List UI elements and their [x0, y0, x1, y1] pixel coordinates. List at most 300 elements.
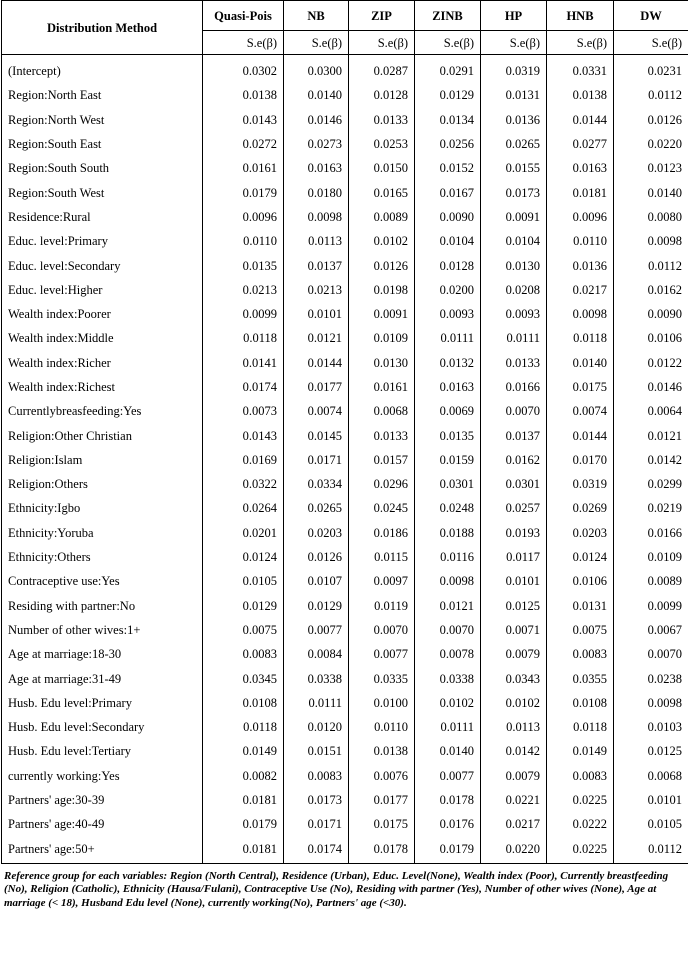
cell-value: 0.0220	[614, 132, 688, 156]
table-row	[2, 691, 688, 715]
cell-value: 0.0113	[481, 715, 547, 739]
table-row	[2, 108, 688, 132]
table-row	[2, 521, 688, 545]
cell-value: 0.0132	[415, 351, 481, 375]
table-row	[2, 132, 688, 156]
cell-value: 0.0201	[203, 521, 284, 545]
cell-value: 0.0091	[481, 205, 547, 229]
table-row	[2, 472, 688, 496]
cell-value: 0.0179	[203, 812, 284, 836]
header-nb: NB	[284, 1, 349, 31]
cell-value: 0.0111	[481, 326, 547, 350]
table-row	[2, 666, 688, 690]
cell-value: 0.0177	[349, 788, 415, 812]
cell-value: 0.0143	[203, 108, 284, 132]
cell-value: 0.0238	[614, 666, 688, 690]
cell-value: 0.0200	[415, 278, 481, 302]
header-row	[2, 1, 688, 31]
row-label: Husb. Edu level:Tertiary	[2, 739, 203, 763]
table-row	[2, 351, 688, 375]
cell-value: 0.0338	[284, 666, 349, 690]
cell-value: 0.0075	[547, 618, 614, 642]
cell-value: 0.0097	[349, 569, 415, 593]
cell-value: 0.0186	[349, 521, 415, 545]
cell-value: 0.0248	[415, 496, 481, 520]
cell-value: 0.0245	[349, 496, 415, 520]
cell-value: 0.0155	[481, 156, 547, 180]
cell-value: 0.0112	[614, 837, 688, 864]
cell-value: 0.0166	[614, 521, 688, 545]
cell-value: 0.0140	[614, 180, 688, 204]
cell-value: 0.0291	[415, 55, 481, 84]
cell-value: 0.0171	[284, 448, 349, 472]
cell-value: 0.0067	[614, 618, 688, 642]
cell-value: 0.0299	[614, 472, 688, 496]
cell-value: 0.0080	[614, 205, 688, 229]
cell-value: 0.0099	[203, 302, 284, 326]
cell-value: 0.0178	[415, 788, 481, 812]
row-label: Region:North West	[2, 108, 203, 132]
row-label: Region:South South	[2, 156, 203, 180]
cell-value: 0.0090	[415, 205, 481, 229]
cell-value: 0.0301	[415, 472, 481, 496]
cell-value: 0.0098	[284, 205, 349, 229]
cell-value: 0.0133	[481, 351, 547, 375]
cell-value: 0.0064	[614, 399, 688, 423]
row-label: Ethnicity:Igbo	[2, 496, 203, 520]
cell-value: 0.0169	[203, 448, 284, 472]
table-row	[2, 229, 688, 253]
cell-value: 0.0090	[614, 302, 688, 326]
cell-value: 0.0135	[415, 423, 481, 447]
subheader-se: S.e(β)	[284, 31, 349, 55]
table-row	[2, 423, 688, 447]
row-label: Region:South West	[2, 180, 203, 204]
cell-value: 0.0171	[284, 812, 349, 836]
cell-value: 0.0335	[349, 666, 415, 690]
cell-value: 0.0124	[547, 545, 614, 569]
cell-value: 0.0174	[284, 837, 349, 864]
cell-value: 0.0102	[349, 229, 415, 253]
table-row	[2, 837, 688, 864]
row-label: Educ. level:Primary	[2, 229, 203, 253]
cell-value: 0.0101	[284, 302, 349, 326]
cell-value: 0.0110	[203, 229, 284, 253]
cell-value: 0.0069	[415, 399, 481, 423]
cell-value: 0.0179	[203, 180, 284, 204]
cell-value: 0.0101	[614, 788, 688, 812]
table-row	[2, 569, 688, 593]
cell-value: 0.0142	[614, 448, 688, 472]
cell-value: 0.0070	[415, 618, 481, 642]
table-row	[2, 55, 688, 84]
table-row	[2, 764, 688, 788]
table-row	[2, 739, 688, 763]
cell-value: 0.0070	[614, 642, 688, 666]
cell-value: 0.0110	[349, 715, 415, 739]
cell-value: 0.0089	[614, 569, 688, 593]
cell-value: 0.0070	[481, 399, 547, 423]
cell-value: 0.0118	[203, 715, 284, 739]
cell-value: 0.0343	[481, 666, 547, 690]
cell-value: 0.0173	[481, 180, 547, 204]
table-row	[2, 545, 688, 569]
cell-value: 0.0166	[481, 375, 547, 399]
table-row	[2, 812, 688, 836]
subheader-se: S.e(β)	[547, 31, 614, 55]
header-dw: DW	[614, 1, 688, 31]
cell-value: 0.0117	[481, 545, 547, 569]
cell-value: 0.0181	[203, 837, 284, 864]
cell-value: 0.0125	[481, 594, 547, 618]
cell-value: 0.0105	[614, 812, 688, 836]
cell-value: 0.0083	[547, 642, 614, 666]
cell-value: 0.0073	[203, 399, 284, 423]
cell-value: 0.0331	[547, 55, 614, 84]
cell-value: 0.0257	[481, 496, 547, 520]
row-label: Husb. Edu level:Secondary	[2, 715, 203, 739]
cell-value: 0.0119	[349, 594, 415, 618]
cell-value: 0.0083	[547, 764, 614, 788]
cell-value: 0.0079	[481, 642, 547, 666]
cell-value: 0.0355	[547, 666, 614, 690]
cell-value: 0.0130	[481, 253, 547, 277]
cell-value: 0.0105	[203, 569, 284, 593]
table-row	[2, 642, 688, 666]
cell-value: 0.0137	[284, 253, 349, 277]
cell-value: 0.0203	[547, 521, 614, 545]
cell-value: 0.0162	[614, 278, 688, 302]
cell-value: 0.0142	[481, 739, 547, 763]
cell-value: 0.0188	[415, 521, 481, 545]
row-label: Age at marriage:31-49	[2, 666, 203, 690]
cell-value: 0.0098	[614, 691, 688, 715]
cell-value: 0.0146	[284, 108, 349, 132]
cell-value: 0.0146	[614, 375, 688, 399]
header-distribution-method: Distribution Method	[2, 1, 203, 55]
row-label: Wealth index:Richest	[2, 375, 203, 399]
row-label: Wealth index:Poorer	[2, 302, 203, 326]
row-label: Partners' age:30-39	[2, 788, 203, 812]
cell-value: 0.0150	[349, 156, 415, 180]
row-label: Residence:Rural	[2, 205, 203, 229]
cell-value: 0.0265	[481, 132, 547, 156]
header-hnb: HNB	[547, 1, 614, 31]
cell-value: 0.0217	[547, 278, 614, 302]
table-row	[2, 375, 688, 399]
cell-value: 0.0075	[203, 618, 284, 642]
subheader-se: S.e(β)	[203, 31, 284, 55]
cell-value: 0.0141	[203, 351, 284, 375]
cell-value: 0.0100	[349, 691, 415, 715]
cell-value: 0.0145	[284, 423, 349, 447]
cell-value: 0.0173	[284, 788, 349, 812]
row-label: Religion:Others	[2, 472, 203, 496]
cell-value: 0.0133	[349, 423, 415, 447]
cell-value: 0.0300	[284, 55, 349, 84]
cell-value: 0.0220	[481, 837, 547, 864]
cell-value: 0.0121	[284, 326, 349, 350]
cell-value: 0.0301	[481, 472, 547, 496]
row-label: Age at marriage:18-30	[2, 642, 203, 666]
cell-value: 0.0256	[415, 132, 481, 156]
cell-value: 0.0137	[481, 423, 547, 447]
cell-value: 0.0319	[481, 55, 547, 84]
cell-value: 0.0101	[481, 569, 547, 593]
cell-value: 0.0096	[203, 205, 284, 229]
row-label: Wealth index:Richer	[2, 351, 203, 375]
cell-value: 0.0213	[284, 278, 349, 302]
cell-value: 0.0123	[614, 156, 688, 180]
cell-value: 0.0143	[203, 423, 284, 447]
row-label: Currentlybreasfeeding:Yes	[2, 399, 203, 423]
cell-value: 0.0264	[203, 496, 284, 520]
cell-value: 0.0225	[547, 837, 614, 864]
cell-value: 0.0144	[547, 423, 614, 447]
cell-value: 0.0181	[203, 788, 284, 812]
cell-value: 0.0129	[284, 594, 349, 618]
cell-value: 0.0131	[481, 83, 547, 107]
row-label: Number of other wives:1+	[2, 618, 203, 642]
table-row	[2, 156, 688, 180]
cell-value: 0.0163	[415, 375, 481, 399]
reference-group-note: Reference group for each variables: Region (North Central), Residence (Urban), Educ. Level(None), Wealth index (Poor), Currently breastfeeding (No), Religion (Catholic), Ethnicity (Hausa/Fulani), Contraceptive Use (No), Residing with partner (Yes), Number of other wives (None), Age at marriage (< 18), Husband Edu level (None), currently working(No), Partners' age (<30).	[4, 869, 669, 909]
cell-value: 0.0151	[284, 739, 349, 763]
table-row	[2, 496, 688, 520]
cell-value: 0.0152	[415, 156, 481, 180]
standard-error-table	[1, 0, 688, 864]
table-row	[2, 253, 688, 277]
cell-value: 0.0167	[415, 180, 481, 204]
cell-value: 0.0302	[203, 55, 284, 84]
cell-value: 0.0125	[614, 739, 688, 763]
table-row	[2, 302, 688, 326]
cell-value: 0.0203	[284, 521, 349, 545]
cell-value: 0.0213	[203, 278, 284, 302]
cell-value: 0.0208	[481, 278, 547, 302]
cell-value: 0.0140	[284, 83, 349, 107]
table-row	[2, 180, 688, 204]
cell-value: 0.0135	[203, 253, 284, 277]
row-label: Religion:Other Christian	[2, 423, 203, 447]
cell-value: 0.0136	[547, 253, 614, 277]
row-label: Partners' age:40-49	[2, 812, 203, 836]
cell-value: 0.0102	[481, 691, 547, 715]
header-quasi-pois: Quasi-Pois	[203, 1, 284, 31]
cell-value: 0.0319	[547, 472, 614, 496]
cell-value: 0.0161	[349, 375, 415, 399]
cell-value: 0.0170	[547, 448, 614, 472]
cell-value: 0.0277	[547, 132, 614, 156]
table-row	[2, 788, 688, 812]
cell-value: 0.0121	[415, 594, 481, 618]
cell-value: 0.0130	[349, 351, 415, 375]
cell-value: 0.0273	[284, 132, 349, 156]
cell-value: 0.0296	[349, 472, 415, 496]
cell-value: 0.0068	[614, 764, 688, 788]
subheader-se: S.e(β)	[481, 31, 547, 55]
cell-value: 0.0108	[547, 691, 614, 715]
cell-value: 0.0165	[349, 180, 415, 204]
cell-value: 0.0079	[481, 764, 547, 788]
cell-value: 0.0076	[349, 764, 415, 788]
cell-value: 0.0074	[284, 399, 349, 423]
table-row	[2, 594, 688, 618]
cell-value: 0.0084	[284, 642, 349, 666]
cell-value: 0.0138	[349, 739, 415, 763]
row-label: Ethnicity:Others	[2, 545, 203, 569]
row-label: Educ. level:Higher	[2, 278, 203, 302]
cell-value: 0.0109	[614, 545, 688, 569]
cell-value: 0.0118	[547, 326, 614, 350]
cell-value: 0.0193	[481, 521, 547, 545]
row-label: Contraceptive use:Yes	[2, 569, 203, 593]
cell-value: 0.0175	[547, 375, 614, 399]
table-body	[2, 55, 688, 864]
cell-value: 0.0163	[547, 156, 614, 180]
row-label: Husb. Edu level:Primary	[2, 691, 203, 715]
cell-value: 0.0091	[349, 302, 415, 326]
cell-value: 0.0118	[203, 326, 284, 350]
cell-value: 0.0133	[349, 108, 415, 132]
cell-value: 0.0272	[203, 132, 284, 156]
row-label: Partners' age:50+	[2, 837, 203, 864]
cell-value: 0.0338	[415, 666, 481, 690]
subheader-se: S.e(β)	[614, 31, 688, 55]
cell-value: 0.0175	[349, 812, 415, 836]
cell-value: 0.0217	[481, 812, 547, 836]
cell-value: 0.0174	[203, 375, 284, 399]
row-label: Region:South East	[2, 132, 203, 156]
cell-value: 0.0178	[349, 837, 415, 864]
cell-value: 0.0265	[284, 496, 349, 520]
table-row	[2, 326, 688, 350]
cell-value: 0.0128	[415, 253, 481, 277]
row-label: currently working:Yes	[2, 764, 203, 788]
cell-value: 0.0070	[349, 618, 415, 642]
row-label: (Intercept)	[2, 55, 203, 84]
cell-value: 0.0083	[203, 642, 284, 666]
header-zip: ZIP	[349, 1, 415, 31]
cell-value: 0.0093	[481, 302, 547, 326]
cell-value: 0.0077	[284, 618, 349, 642]
table-row	[2, 715, 688, 739]
cell-value: 0.0112	[614, 253, 688, 277]
row-label: Region:North East	[2, 83, 203, 107]
cell-value: 0.0109	[349, 326, 415, 350]
cell-value: 0.0222	[547, 812, 614, 836]
cell-value: 0.0098	[547, 302, 614, 326]
cell-value: 0.0219	[614, 496, 688, 520]
cell-value: 0.0198	[349, 278, 415, 302]
cell-value: 0.0161	[203, 156, 284, 180]
table-row	[2, 448, 688, 472]
cell-value: 0.0111	[415, 326, 481, 350]
cell-value: 0.0159	[415, 448, 481, 472]
subheader-se: S.e(β)	[415, 31, 481, 55]
subheader-se: S.e(β)	[349, 31, 415, 55]
cell-value: 0.0103	[614, 715, 688, 739]
cell-value: 0.0113	[284, 229, 349, 253]
cell-value: 0.0134	[415, 108, 481, 132]
cell-value: 0.0149	[547, 739, 614, 763]
cell-value: 0.0089	[349, 205, 415, 229]
cell-value: 0.0112	[614, 83, 688, 107]
cell-value: 0.0162	[481, 448, 547, 472]
cell-value: 0.0099	[614, 594, 688, 618]
cell-value: 0.0111	[284, 691, 349, 715]
cell-value: 0.0140	[415, 739, 481, 763]
cell-value: 0.0334	[284, 472, 349, 496]
cell-value: 0.0111	[415, 715, 481, 739]
cell-value: 0.0221	[481, 788, 547, 812]
cell-value: 0.0068	[349, 399, 415, 423]
cell-value: 0.0129	[203, 594, 284, 618]
table-row	[2, 83, 688, 107]
row-label: Residing with partner:No	[2, 594, 203, 618]
cell-value: 0.0179	[415, 837, 481, 864]
cell-value: 0.0078	[415, 642, 481, 666]
cell-value: 0.0163	[284, 156, 349, 180]
cell-value: 0.0108	[203, 691, 284, 715]
row-label: Ethnicity:Yoruba	[2, 521, 203, 545]
cell-value: 0.0157	[349, 448, 415, 472]
cell-value: 0.0177	[284, 375, 349, 399]
table-row	[2, 399, 688, 423]
cell-value: 0.0269	[547, 496, 614, 520]
cell-value: 0.0106	[547, 569, 614, 593]
table-row	[2, 618, 688, 642]
cell-value: 0.0131	[547, 594, 614, 618]
cell-value: 0.0106	[614, 326, 688, 350]
cell-value: 0.0116	[415, 545, 481, 569]
cell-value: 0.0225	[547, 788, 614, 812]
cell-value: 0.0138	[547, 83, 614, 107]
cell-value: 0.0104	[415, 229, 481, 253]
cell-value: 0.0096	[547, 205, 614, 229]
cell-value: 0.0098	[415, 569, 481, 593]
cell-value: 0.0077	[349, 642, 415, 666]
cell-value: 0.0322	[203, 472, 284, 496]
cell-value: 0.0110	[547, 229, 614, 253]
cell-value: 0.0093	[415, 302, 481, 326]
cell-value: 0.0345	[203, 666, 284, 690]
row-label: Religion:Islam	[2, 448, 203, 472]
table-row	[2, 205, 688, 229]
cell-value: 0.0176	[415, 812, 481, 836]
header-zinb: ZINB	[415, 1, 481, 31]
cell-value: 0.0102	[415, 691, 481, 715]
cell-value: 0.0136	[481, 108, 547, 132]
cell-value: 0.0253	[349, 132, 415, 156]
cell-value: 0.0126	[349, 253, 415, 277]
cell-value: 0.0126	[614, 108, 688, 132]
cell-value: 0.0287	[349, 55, 415, 84]
cell-value: 0.0180	[284, 180, 349, 204]
cell-value: 0.0083	[284, 764, 349, 788]
cell-value: 0.0128	[349, 83, 415, 107]
cell-value: 0.0120	[284, 715, 349, 739]
cell-value: 0.0181	[547, 180, 614, 204]
cell-value: 0.0140	[547, 351, 614, 375]
table-row	[2, 278, 688, 302]
cell-value: 0.0149	[203, 739, 284, 763]
cell-value: 0.0138	[203, 83, 284, 107]
cell-value: 0.0107	[284, 569, 349, 593]
cell-value: 0.0071	[481, 618, 547, 642]
cell-value: 0.0104	[481, 229, 547, 253]
header-hp: HP	[481, 1, 547, 31]
